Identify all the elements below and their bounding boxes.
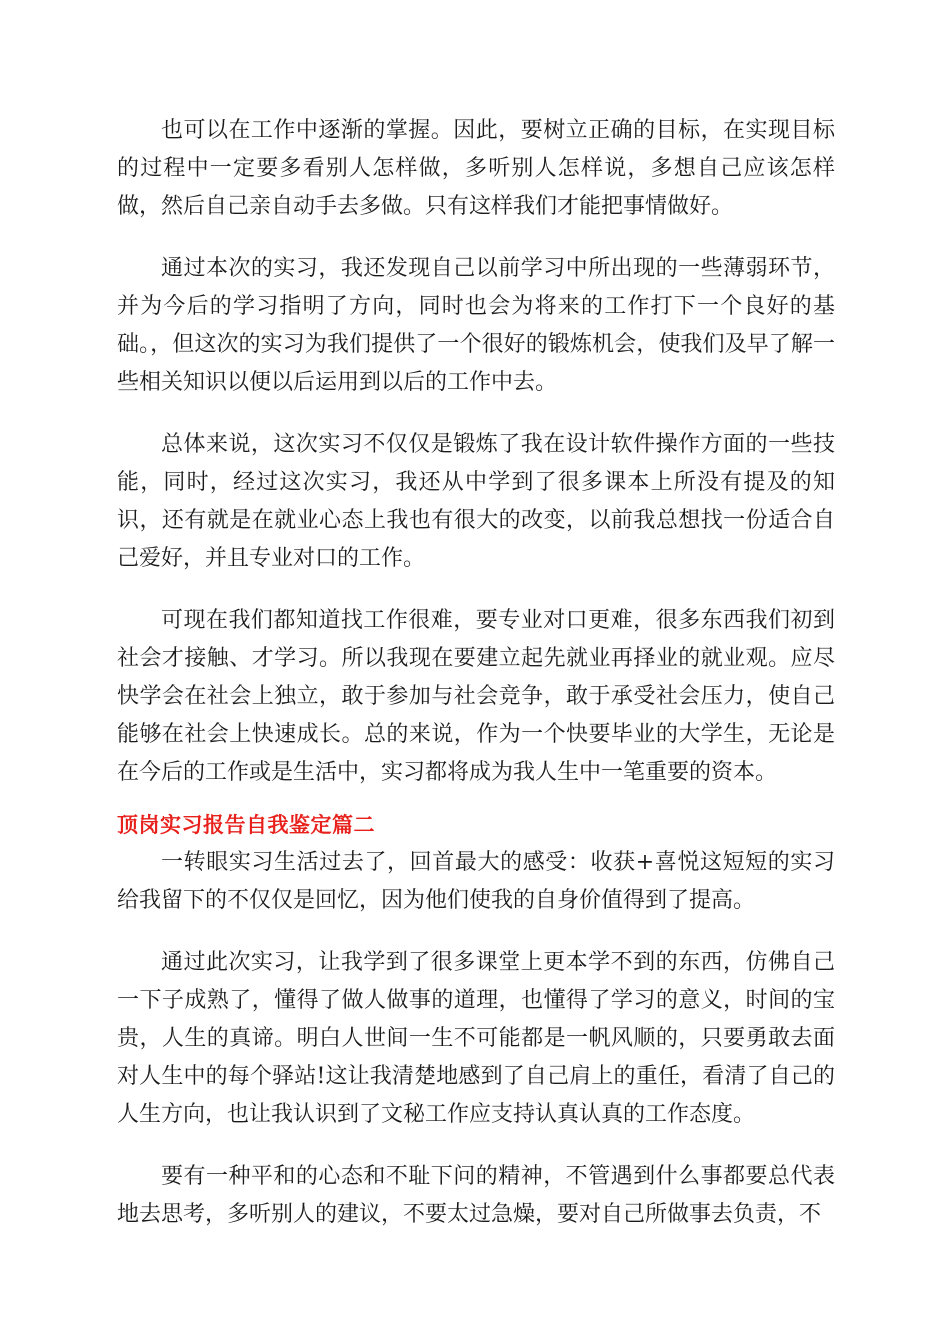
paragraph: 通过本次的实习，我还发现自己以前学习中所出现的一些薄弱环节，并为今后的学习指明了方向，同时也会为将来的工作打下一个良好的基础。，但这次的实习为我们提供了一个很好的锻炼机会，使我们及早了解一些相关知识以便以后运用到以后的工作中去。 (117, 256, 835, 395)
paragraph: 总体来说，这次实习不仅仅是锻炼了我在设计软件操作方面的一些技能，同时，经过这次实习，我还从中学到了很多课本上所没有提及的知识，还有就是在就业心态上我也有很大的改变，以前我总想找一份适合自己爱好，并且专业对口的工作。 (117, 432, 835, 571)
section-heading: 顶岗实习报告自我鉴定篇二 (117, 813, 375, 837)
paragraph: 要有一种平和的心态和不耻下问的精神，不管遇到什么事都要总代表地去思考，多听别人的建议，不要太过急燥，要对自己所做事去负责，不 (117, 1164, 835, 1227)
paragraph: 也可以在工作中逐渐的掌握。因此，要树立正确的目标，在实现目标的过程中一定要多看别人怎样做，多听别人怎样说，多想自己应该怎样做，然后自己亲自动手去多做。只有这样我们才能把事情做好。 (117, 118, 835, 219)
document-body (117, 112, 835, 1258)
paragraph: 一转眼实习生活过去了，回首最大的感受：收获+喜悦这短短的实习给我留下的不仅仅是回忆，因为他们使我的自身价值得到了提高。 (117, 850, 835, 913)
paragraph: 通过此次实习，让我学到了很多课堂上更本学不到的东西，仿佛自己一下子成熟了，懂得了做人做事的道理，也懂得了学习的意义，时间的宝贵，人生的真谛。明白人世间一生不可能都是一帆风顺的，只要勇敢去面对人生中的每个驿站!这让我清楚地感到了自己肩上的重任，看清了自己的人生方向，也让我认识到了文秘工作应支持认真认真的工作态度。 (117, 950, 835, 1127)
paragraph: 可现在我们都知道找工作很难，要专业对口更难，很多东西我们初到社会才接触、才学习。所以我现在要建立起先就业再择业的就业观。应尽快学会在社会上独立，敢于参加与社会竞争，敢于承受社会压力，使自己能够在社会上快速成长。总的来说，作为一个快要毕业的大学生，无论是在今后的工作或是生活中，实习都将成为我人生中一笔重要的资本。 (117, 608, 835, 785)
